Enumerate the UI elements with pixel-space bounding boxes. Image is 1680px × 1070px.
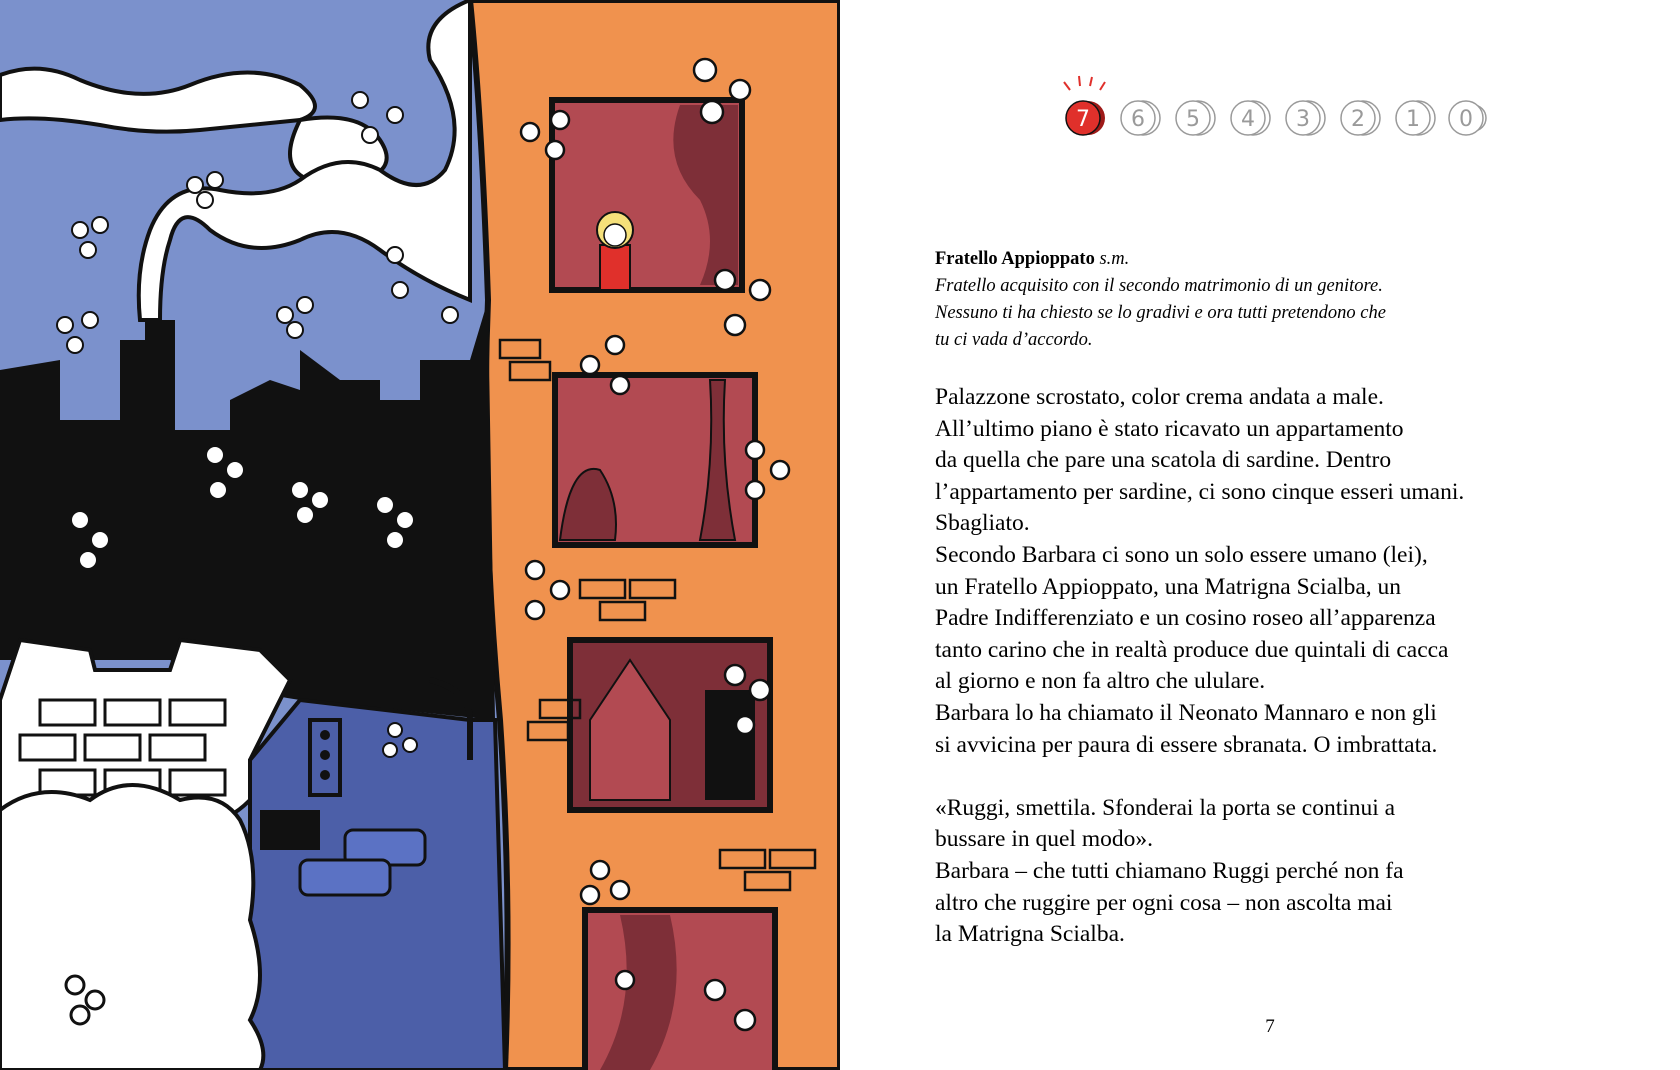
count-digit: 5 [1186,107,1200,132]
text-line: Secondo Barbara ci sono un solo essere umano (lei), [935,541,1428,568]
text-line: la Matrigna Scialba. [935,921,1125,948]
text-line: si avvicina per paura di essere sbranata. O imbrattata. [935,731,1438,758]
definition-heading [935,246,1575,273]
text-line: Sbagliato. [935,510,1030,537]
count-dot-5 [1176,101,1215,135]
text-line: «Ruggi, smettila. Sfonderai la porta se continui a [935,794,1396,821]
count-dot-0 [1449,101,1486,135]
girl-figure [600,245,630,290]
count-digit: 1 [1406,107,1420,132]
count-digit: 0 [1459,107,1473,132]
count-dot-1 [1396,101,1435,135]
count-digit: 7 [1076,107,1090,132]
text-line: Barbara lo ha chiamato il Neonato Mannaro e non gli [935,699,1437,726]
window-1 [552,100,742,290]
paragraph-2 [935,793,1575,951]
text-line: bussare in quel modo». [935,826,1153,853]
definition-gloss-line: Fratello acquisito con il secondo matrimonio di un genitore. [935,276,1383,296]
page-number: 7 [1265,1016,1275,1037]
text-line: al giorno e non fa altro che ululare. [935,668,1266,695]
countdown-indicator [1048,72,1488,152]
text-line: tanto carino che in realtà produce due quintali di cacca [935,636,1449,663]
text-line: un Fratello Appioppato, una Matrigna Scialba, un [935,573,1401,600]
count-dot-7 [1066,101,1105,135]
text-line: l’appartamento per sardine, ci sono cinque esseri umani. [935,478,1465,505]
burst-lines [1064,76,1105,90]
window-4 [585,910,775,1070]
paragraph-1 [935,382,1575,761]
count-digit: 6 [1131,107,1145,132]
count-digit: 3 [1296,107,1310,132]
definition-block [935,246,1575,354]
window-2 [555,375,755,545]
count-digit: 2 [1351,107,1365,132]
text-line: All’ultimo piano è stato ricavato un appartamento [935,415,1404,442]
count-digit: 4 [1241,107,1255,132]
paragraph-gap [935,761,1575,793]
car-blue-2 [300,860,390,895]
text-line: Padre Indifferenziato e un cosino roseo all’apparenza [935,605,1436,632]
definition-gloss-line: tu ci vada d’accordo. [935,330,1093,350]
text-line: da quella che pare una scatola di sardine. Dentro [935,447,1392,474]
car-dark [260,810,320,850]
count-dot-6 [1121,101,1160,135]
count-dot-4 [1231,101,1270,135]
foreground-bush [0,785,263,1070]
definition-abbr: s.m. [1099,249,1130,269]
definition-term: Fratello Appioppato [935,249,1095,269]
body-text [935,382,1575,951]
text-line: Palazzone scrostato, color crema andata a male. [935,384,1384,410]
count-dot-2 [1341,101,1380,135]
text-line: altro che ruggire per ogni cosa – non ascolta mai [935,889,1393,916]
count-dot-3 [1286,101,1325,135]
definition-gloss-line: Nessuno ti ha chiesto se lo gradivi e ora tutti pretendono che [935,303,1386,323]
text-line: Barbara – che tutti chiamano Ruggi perché non fa [935,857,1404,884]
